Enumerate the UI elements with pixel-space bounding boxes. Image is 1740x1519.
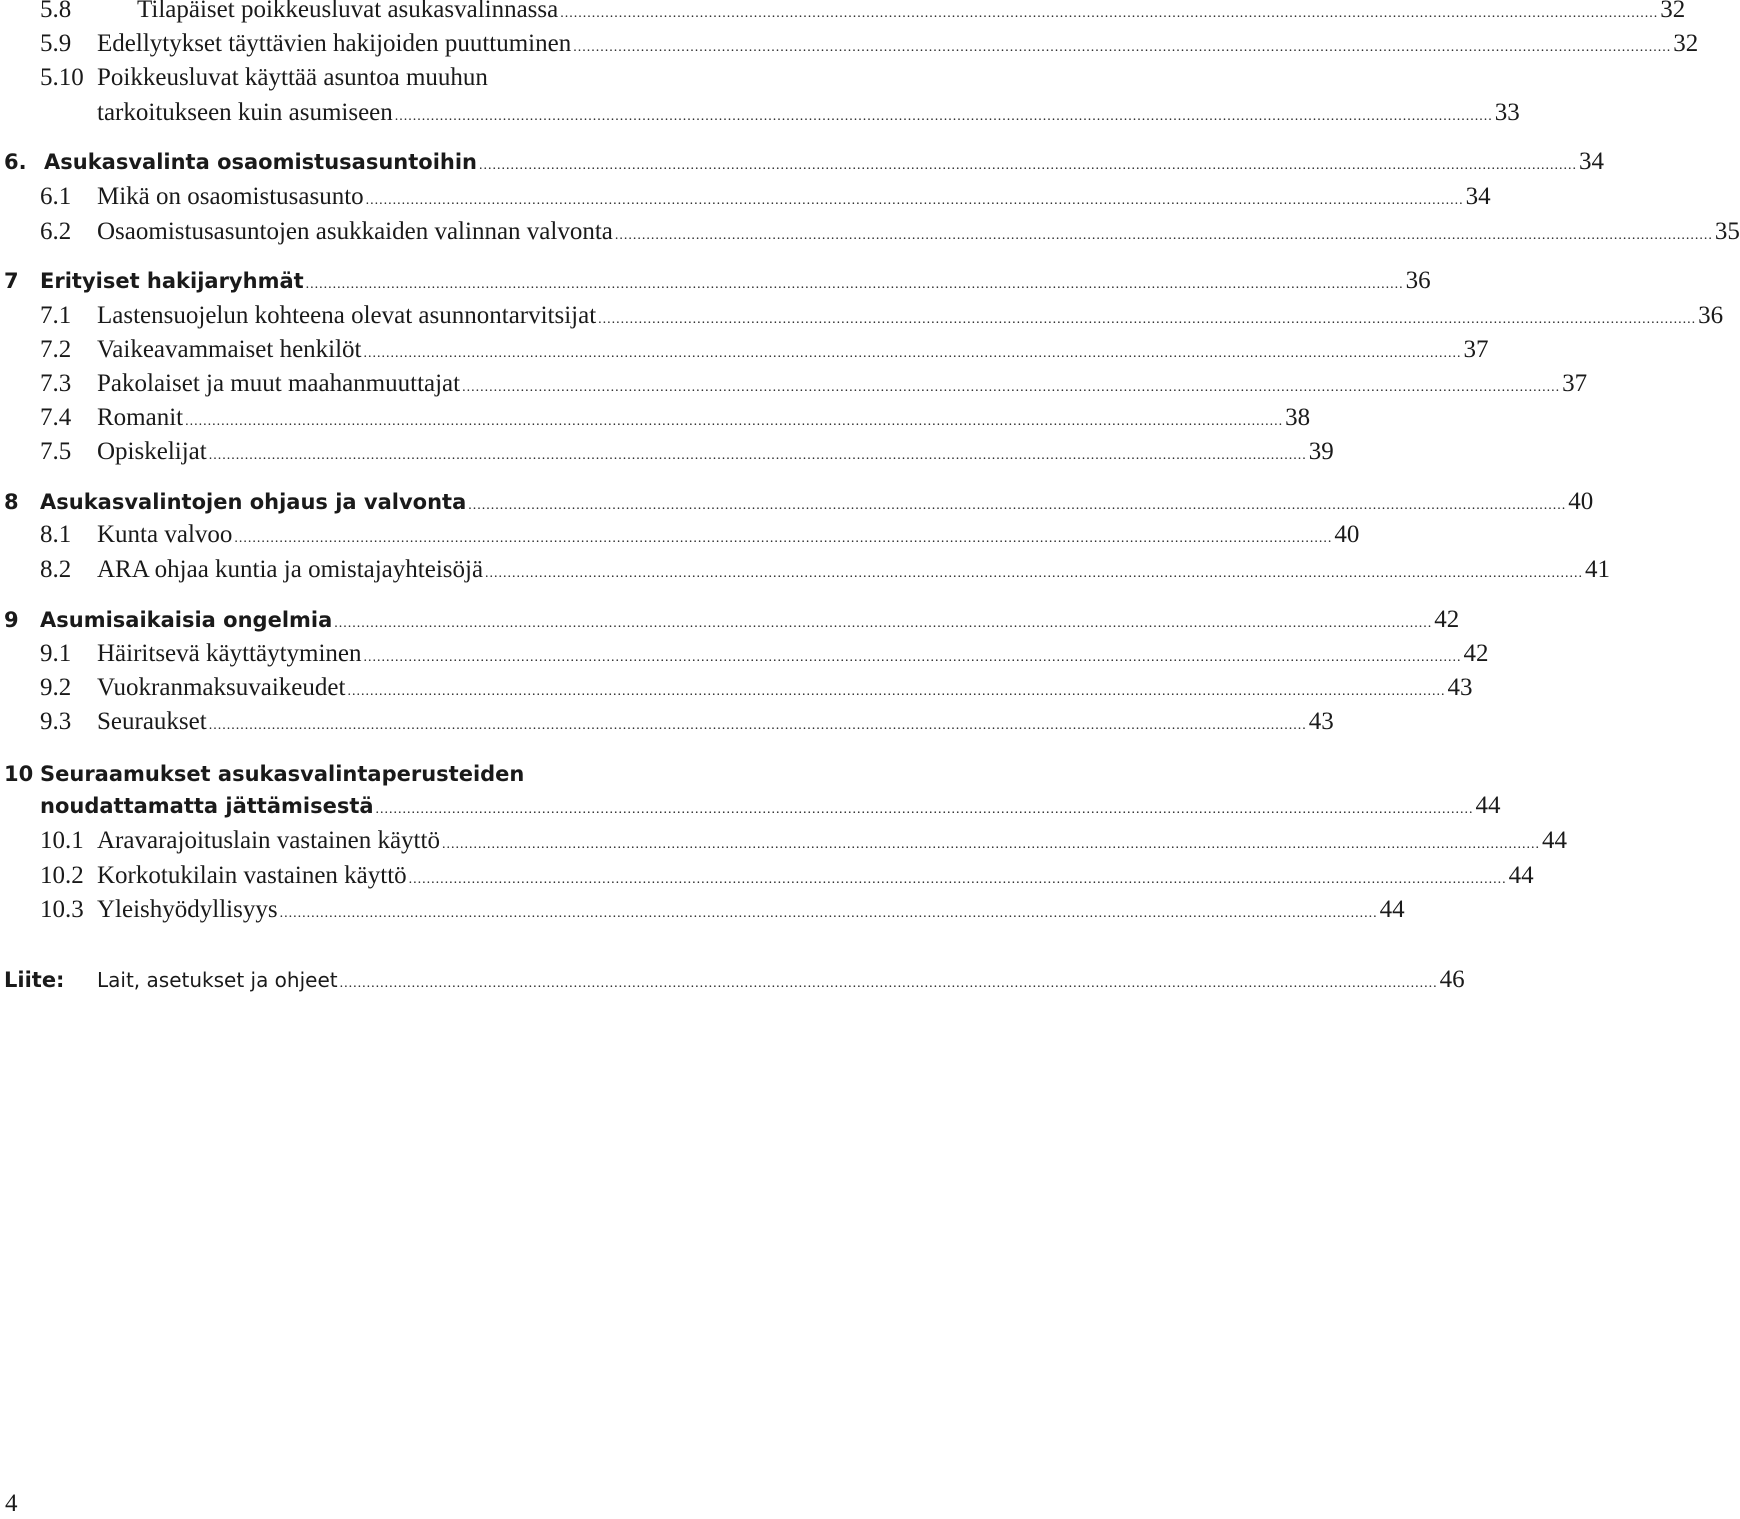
entry-page: 44	[1541, 827, 1567, 854]
chapter-number: 7	[4, 269, 19, 293]
toc-entry-10-1[interactable]	[0, 827, 1567, 863]
entry-number: 7.4	[40, 404, 72, 431]
entry-page: 33	[1494, 99, 1520, 126]
toc-entry-7-2[interactable]	[0, 336, 1489, 372]
entry-page: 41	[1585, 556, 1611, 583]
entry-title: Kunta valvoo	[97, 521, 233, 548]
toc-appendix[interactable]	[0, 966, 1465, 1002]
toc-entry-5-9[interactable]	[0, 30, 1699, 66]
entry-page: 42	[1434, 606, 1460, 633]
dot-leader	[376, 794, 1474, 818]
entry-title: Opiskelijat	[97, 438, 207, 465]
toc-entry-9-2[interactable]	[0, 674, 1473, 710]
chapter-title: Asukasvalinta osaomistusasuntoihin	[44, 150, 477, 174]
dot-leader	[209, 708, 1307, 736]
toc-chapter-10-line1[interactable]	[4, 762, 524, 786]
entry-page: 37	[1463, 336, 1489, 363]
entry-title-line1: Poikkeusluvat käyttää asuntoa muuhun	[97, 64, 488, 91]
entry-number: 5.10	[40, 64, 84, 91]
toc-entry-5-8[interactable]	[0, 0, 1686, 32]
chapter-number: 6.	[4, 150, 27, 174]
entry-number: 7.2	[40, 336, 72, 363]
entry-title: Yleishyödyllisyys	[97, 896, 278, 923]
entry-title: Edellytykset täyttävien hakijoiden puuttuminen	[97, 30, 572, 57]
entry-title: Romanit	[97, 404, 184, 431]
entry-number: 10.1	[40, 827, 84, 854]
entry-page: 40	[1334, 521, 1360, 548]
dot-leader	[573, 30, 1671, 58]
dot-leader	[560, 0, 1658, 24]
toc-entry-9-3[interactable]	[0, 708, 1334, 744]
entry-page: 44	[1379, 896, 1405, 923]
toc-entry-9-1[interactable]	[0, 640, 1489, 676]
entry-title: tarkoitukseen kuin asumiseen	[97, 99, 393, 126]
entry-number: 7.5	[40, 438, 72, 465]
toc-entry-8-1[interactable]	[0, 521, 1360, 557]
entry-number: 9.2	[40, 674, 72, 701]
dot-leader	[462, 370, 1560, 398]
dot-leader	[409, 862, 1507, 890]
chapter-title-line1: Seuraamukset asukasvalintaperusteiden	[40, 762, 525, 786]
toc-entry-7-3[interactable]	[0, 370, 1588, 406]
dot-leader	[598, 302, 1696, 330]
entry-number: 8.2	[40, 556, 72, 583]
entry-number: 10.3	[40, 896, 84, 923]
dot-leader	[366, 183, 1464, 211]
chapter-title: Asumisaikaisia ongelmia	[40, 608, 333, 632]
entry-title: Tilapäiset poikkeusluvat asukasvalinnassa	[137, 0, 559, 23]
entry-page: 43	[1308, 708, 1334, 735]
entry-page: 44	[1508, 862, 1534, 889]
dot-leader	[340, 974, 1438, 992]
dot-leader	[395, 99, 1493, 127]
entry-number: 5.9	[40, 30, 72, 57]
entry-title: Häiritsevä käyttäytyminen	[97, 640, 362, 667]
entry-page: 42	[1463, 640, 1489, 667]
dot-leader	[234, 521, 1332, 549]
entry-page: 44	[1475, 792, 1501, 819]
entry-page: 43	[1447, 674, 1473, 701]
entry-title: Osaomistusasuntojen asukkaiden valinnan valvonta	[97, 218, 613, 245]
entry-page: 46	[1439, 966, 1465, 993]
entry-page: 36	[1405, 267, 1431, 294]
entry-title: Aravarajoituslain vastainen käyttö	[97, 827, 440, 854]
entry-number: 10.2	[40, 862, 84, 889]
dot-leader	[334, 608, 1432, 632]
chapter-number: 8	[4, 490, 19, 514]
toc-entry-10-3[interactable]	[0, 896, 1405, 932]
toc-entry-5-10[interactable]	[0, 99, 1520, 135]
dot-leader	[185, 404, 1283, 432]
toc-entry-8-2[interactable]	[0, 556, 1611, 592]
dot-leader	[280, 896, 1378, 924]
entry-number: 6.2	[40, 218, 72, 245]
appendix-title: Lait, asetukset ja ohjeet	[97, 968, 338, 992]
toc-entry-10-2[interactable]	[0, 862, 1534, 898]
entry-title: Pakolaiset ja muut maahanmuuttajat	[97, 370, 461, 397]
chapter-number: 9	[4, 608, 19, 632]
entry-page: 38	[1285, 404, 1311, 431]
entry-number: 7.1	[40, 302, 72, 329]
entry-title: Seuraukset	[97, 708, 207, 735]
entry-number: 9.1	[40, 640, 72, 667]
entry-title: Korkotukilain vastainen käyttö	[97, 862, 407, 889]
page-number: 4	[5, 1490, 18, 1517]
toc-entry-7-4[interactable]	[0, 404, 1311, 440]
dot-leader	[347, 674, 1445, 702]
toc-chapter-9[interactable]	[0, 606, 1460, 642]
dot-leader	[615, 218, 1713, 246]
chapter-title: noudattamatta jättämisestä	[40, 794, 374, 818]
entry-page: 32	[1673, 30, 1699, 57]
toc-entry-7-5[interactable]	[0, 438, 1334, 474]
toc-entry-5-10-line1[interactable]	[40, 64, 488, 92]
dot-leader	[306, 269, 1404, 293]
entry-page: 35	[1714, 218, 1740, 245]
toc-chapter-10[interactable]	[0, 792, 1501, 828]
toc-entry-6-2[interactable]	[0, 218, 1740, 254]
entry-number: 8.1	[40, 521, 72, 548]
chapter-title: Erityiset hakijaryhmät	[40, 269, 304, 293]
chapter-number: 10	[4, 762, 34, 786]
entry-number: 7.3	[40, 370, 72, 397]
entry-page: 34	[1465, 183, 1491, 210]
entry-page: 36	[1698, 302, 1724, 329]
dot-leader	[442, 827, 1540, 855]
toc-entry-6-1[interactable]	[0, 183, 1491, 219]
entry-title: Vuokranmaksuvaikeudet	[97, 674, 346, 701]
entry-title: Mikä on osaomistusasunto	[97, 183, 364, 210]
dot-leader	[209, 438, 1307, 466]
dot-leader	[364, 640, 1462, 668]
entry-title: ARA ohjaa kuntia ja omistajayhteisöjä	[97, 556, 484, 583]
entry-page: 40	[1568, 488, 1594, 515]
entry-number: 9.3	[40, 708, 72, 735]
appendix-label: Liite:	[4, 968, 65, 992]
dot-leader	[364, 336, 1462, 364]
entry-number: 6.1	[40, 183, 72, 210]
entry-number: 5.8	[40, 0, 72, 23]
toc-entry-7-1[interactable]	[0, 302, 1724, 338]
entry-title: Lastensuojelun kohteena olevat asunnontarvitsijat	[97, 302, 597, 329]
entry-title: Vaikeavammaiset henkilöt	[97, 336, 362, 363]
dot-leader	[479, 150, 1577, 174]
entry-page: 34	[1579, 148, 1604, 175]
entry-page: 37	[1562, 370, 1588, 397]
dot-leader	[485, 556, 1583, 584]
dot-leader	[468, 490, 1566, 514]
toc-chapter-7[interactable]	[0, 267, 1431, 303]
chapter-title: Asukasvalintojen ohjaus ja valvonta	[40, 490, 467, 514]
entry-page: 32	[1660, 0, 1686, 23]
toc-chapter-6[interactable]	[0, 148, 1604, 184]
toc-chapter-8[interactable]	[0, 488, 1594, 524]
entry-page: 39	[1308, 438, 1334, 465]
